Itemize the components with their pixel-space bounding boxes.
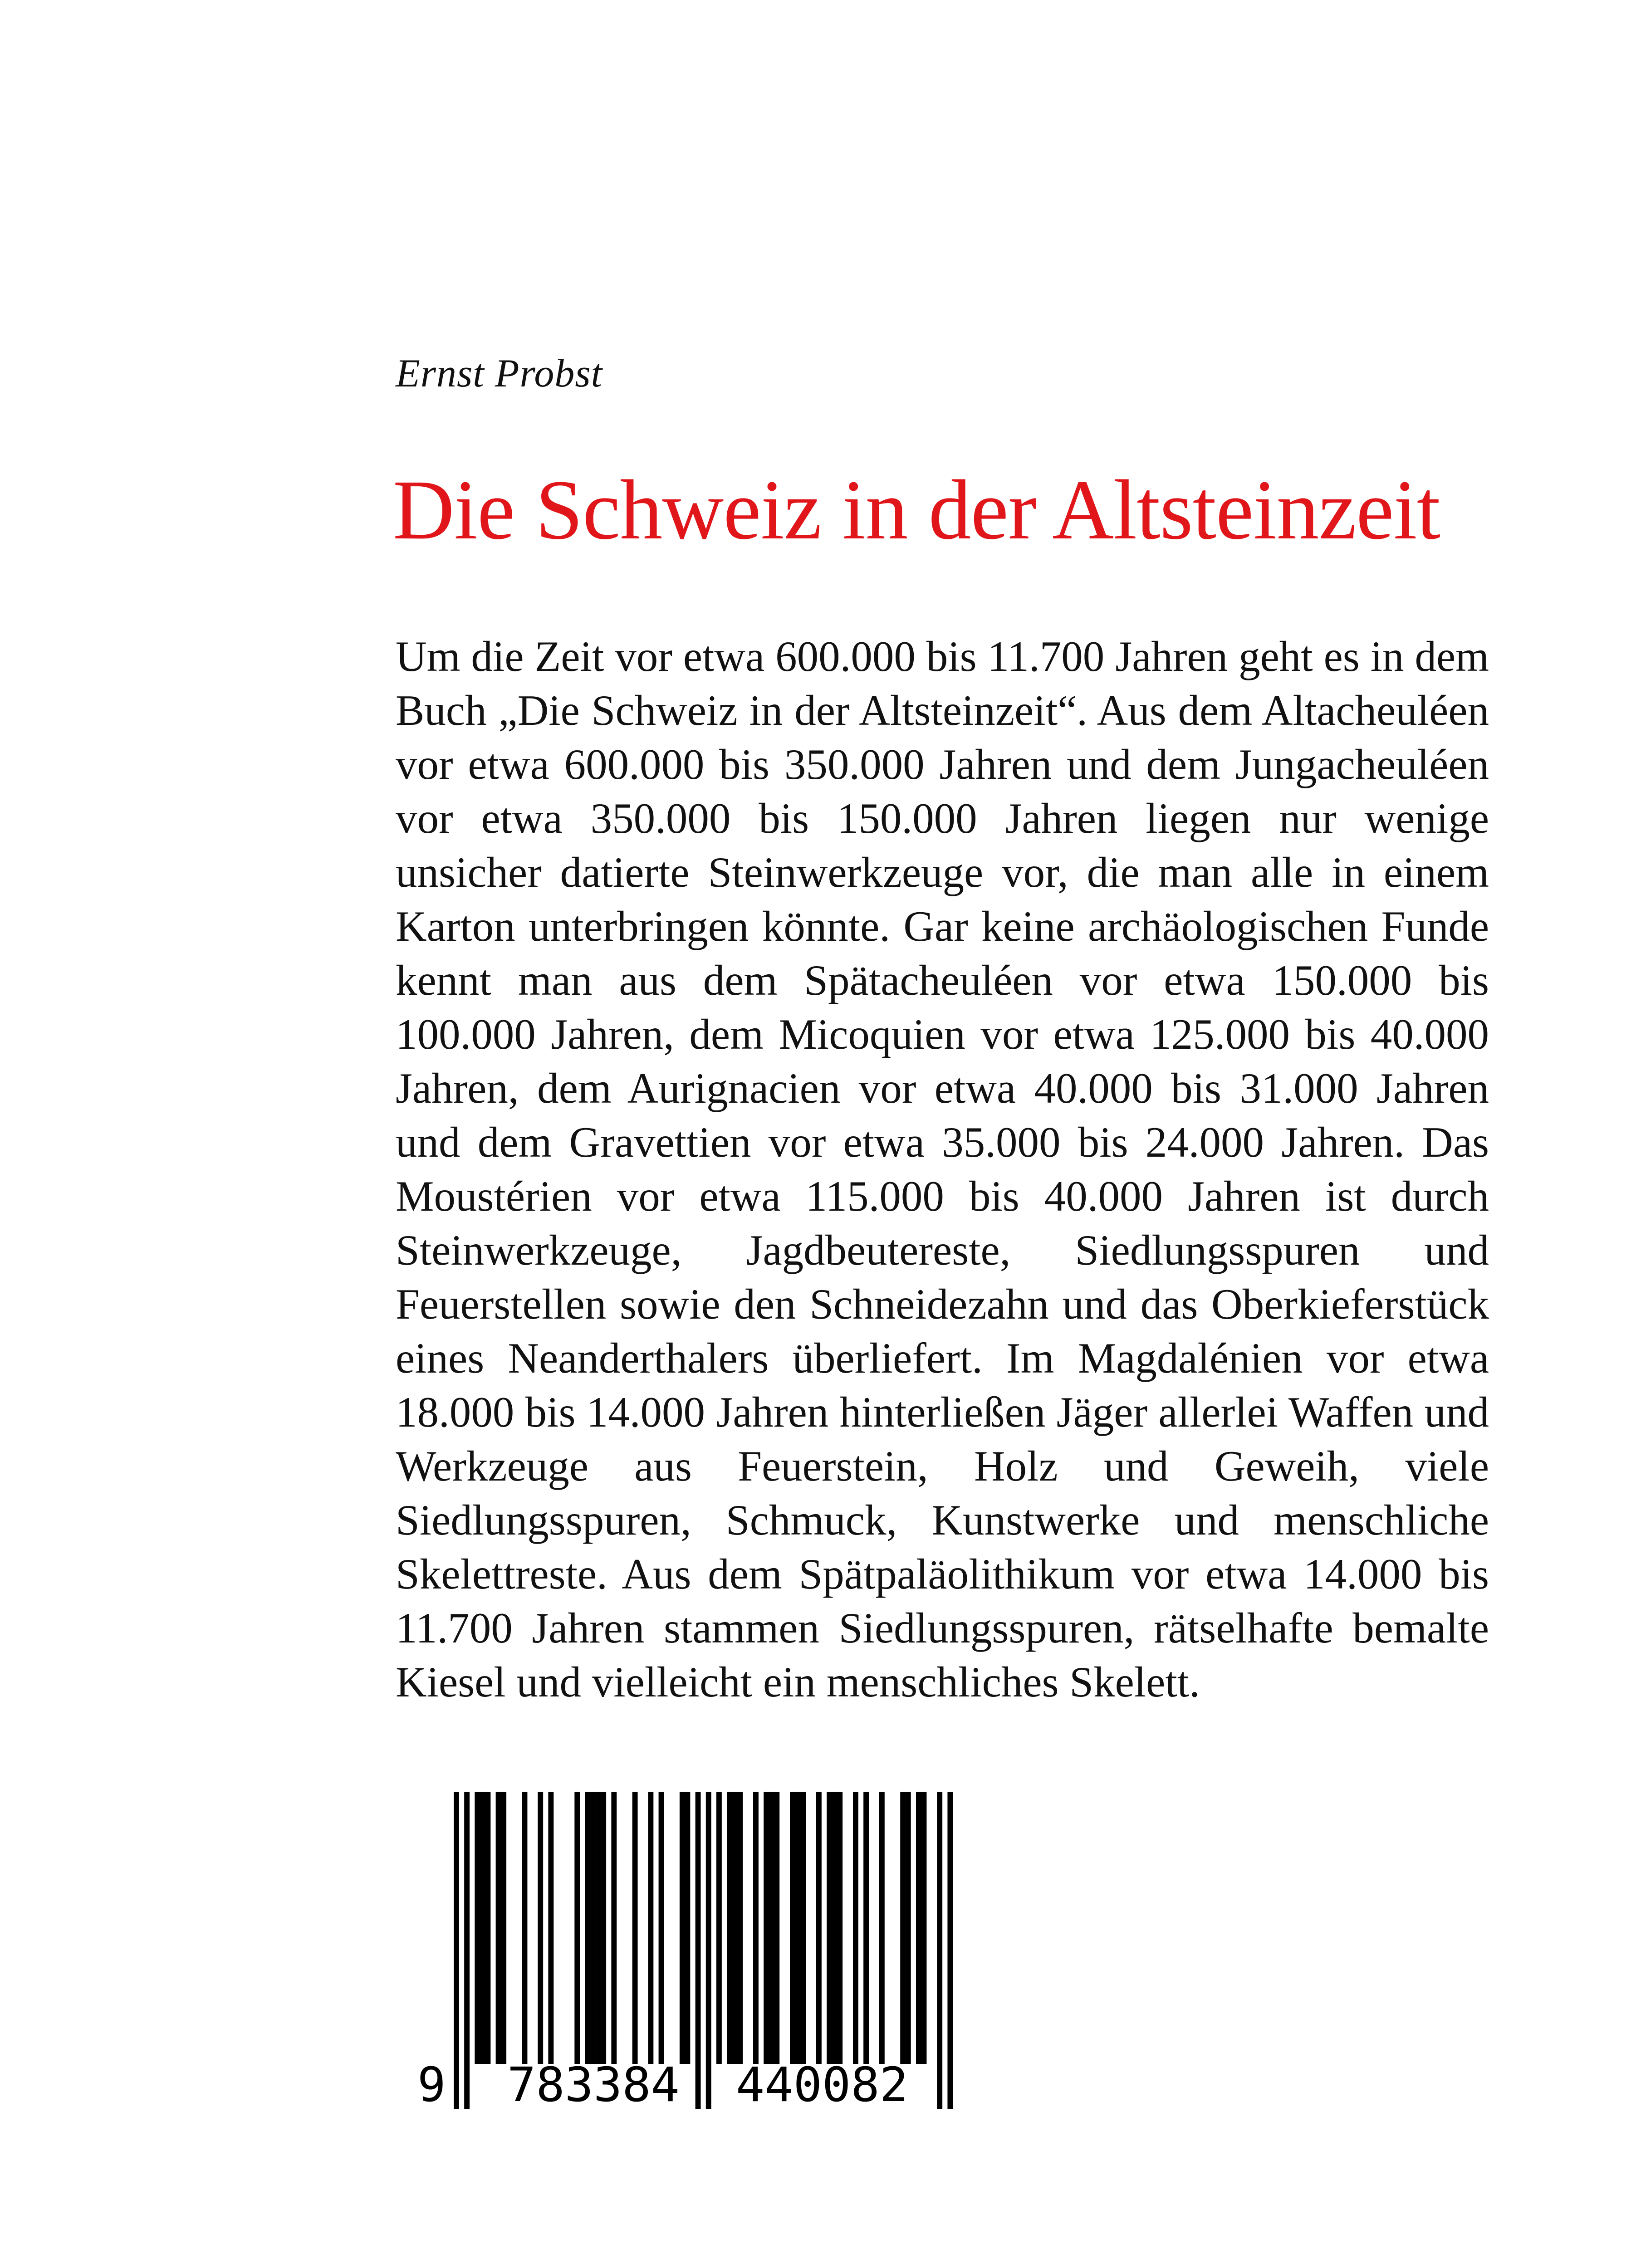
barcode-guard-bar bbox=[947, 1792, 953, 2109]
barcode-bar bbox=[769, 1792, 774, 2064]
barcode-first-digit: 9 bbox=[417, 2057, 446, 2109]
barcode-bar bbox=[716, 1792, 722, 2064]
barcode-bar bbox=[685, 1792, 690, 2064]
barcode-bar bbox=[774, 1792, 779, 2064]
barcode-bar bbox=[853, 1792, 858, 2064]
back-cover-blurb: Um die Zeit vor etwa 600.000 bis 11.700 Jahren geht es in dem Buch „Die Schweiz in der Altsteinzeit“. Aus dem Altacheuléen vor etwa 600.000 bis 350.000 Jahren und dem Jungacheuléen vor etwa 350.000 bis 150.000 Jahren liegen nur wenige unsicher datierte Steinwerkzeuge vor, die man alle in einem Karton unterbringen könnte. Gar keine archäologischen Funde kennt man aus dem Spätacheuléen vor etwa 150.000 bis 100.000 Jahren, dem Micoquien vor etwa 125.000 bis 40.000 Jahren, dem Aurignacien vor etwa 40.000 bis 31.000 Jahren und dem Gravettien vor etwa 35.000 bis 24.000 Jahren. Das Moustérien vor etwa 115.000 bis 40.000 Jahren ist durch Steinwerkzeuge, Jagdbeutereste, Siedlungsspuren und Feuerstellen sowie den Schneidezahn und das Oberkieferstück eines Neanderthalers überliefert. Im Magdalénien vor etwa 18.000 bis 14.000 Jahren hinterließen Jäger allerlei Waffen und Werkzeuge aus Feuerstein, Holz und Geweih, viele Siedlungsspuren, Schmuck, Kunstwerke und menschliche Skelettreste. Aus dem Spätpaläolithikum vor etwa 14.000 bis 11.700 Jahren stammen Siedlungsspuren, rätselhafte bemalte Kiesel und vielleicht ein menschliches Skelett. bbox=[396, 632, 1489, 1706]
barcode-bar bbox=[737, 1792, 743, 2064]
author-name: Ernst Probst bbox=[396, 352, 603, 396]
barcode-bar bbox=[921, 1792, 927, 2064]
barcode-bar bbox=[680, 1792, 685, 2064]
barcode-guard-bar bbox=[706, 1792, 711, 2109]
barcode-bar bbox=[832, 1792, 838, 2064]
barcode-guard-bar bbox=[464, 1792, 470, 2109]
barcode-bar bbox=[659, 1792, 664, 2064]
barcode-bar bbox=[538, 1792, 543, 2064]
book-title: Die Schweiz in der Altsteinzeit bbox=[393, 462, 1440, 557]
barcode-bar bbox=[906, 1792, 911, 2064]
barcode-graphic bbox=[408, 1792, 975, 2109]
barcode-bar bbox=[863, 1792, 869, 2064]
barcode-bar bbox=[574, 1792, 580, 2064]
barcode-bar bbox=[480, 1792, 485, 2064]
barcode-bar bbox=[522, 1792, 528, 2064]
barcode-bar bbox=[764, 1792, 769, 2064]
barcode-bar bbox=[611, 1792, 617, 2064]
barcode-left-digits: 783384 bbox=[507, 2057, 680, 2109]
barcode-bar bbox=[816, 1792, 822, 2064]
barcode-bar bbox=[790, 1792, 795, 2064]
barcode-bar bbox=[916, 1792, 921, 2064]
barcode-right-digits: 440082 bbox=[736, 2057, 908, 2109]
barcode-bar bbox=[585, 1792, 590, 2064]
barcode-bar bbox=[727, 1792, 732, 2064]
barcode-guard-bar bbox=[696, 1792, 701, 2109]
barcode-bar bbox=[900, 1792, 906, 2064]
barcode-bar bbox=[837, 1792, 843, 2064]
barcode-bar bbox=[879, 1792, 885, 2064]
barcode-bar bbox=[496, 1792, 501, 2064]
barcode-bar bbox=[753, 1792, 759, 2064]
barcode-bar bbox=[827, 1792, 832, 2064]
barcode-bar bbox=[475, 1792, 480, 2064]
barcode-bar bbox=[548, 1792, 554, 2064]
isbn-barcode bbox=[408, 1792, 975, 2109]
barcode-bar bbox=[648, 1792, 653, 2064]
barcode-bar bbox=[732, 1792, 738, 2064]
barcode-bar bbox=[601, 1792, 606, 2064]
barcode-guard-bar bbox=[937, 1792, 942, 2109]
barcode-bar bbox=[590, 1792, 596, 2064]
barcode-guard-bar bbox=[454, 1792, 459, 2109]
barcode-bar bbox=[800, 1792, 806, 2064]
barcode-bar bbox=[501, 1792, 506, 2064]
barcode-bar bbox=[596, 1792, 601, 2064]
barcode-bar bbox=[795, 1792, 801, 2064]
barcode-bar bbox=[485, 1792, 490, 2064]
barcode-bar bbox=[632, 1792, 638, 2064]
